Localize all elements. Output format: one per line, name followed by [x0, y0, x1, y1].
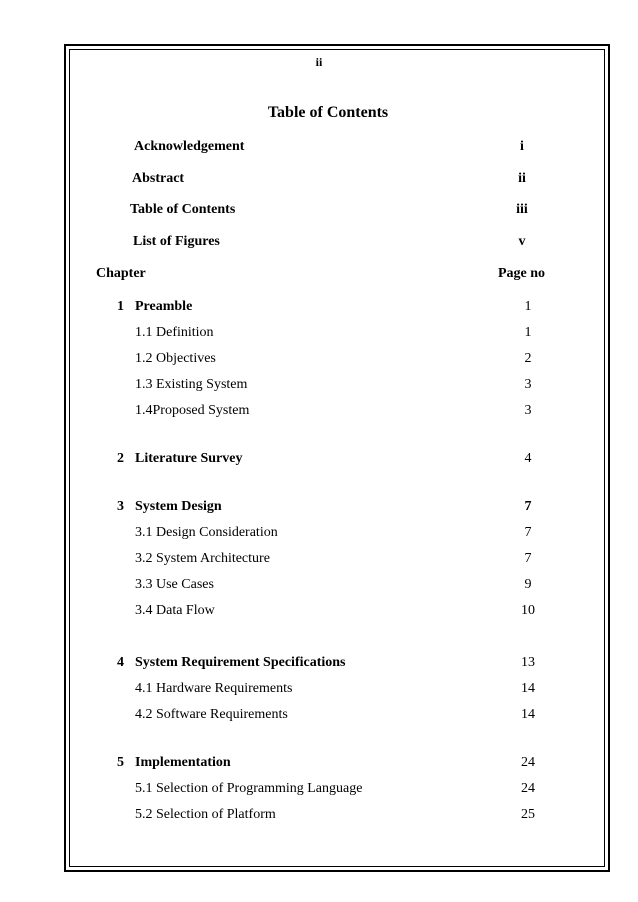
section-page: 2	[524, 351, 532, 366]
page-title: Table of Contents	[267, 104, 389, 121]
chapter-number: 3	[117, 499, 124, 514]
section-entry: 1.2 Objectives	[135, 351, 216, 366]
chapter-title: System Requirement Specifications	[135, 655, 346, 670]
column-header-chapter: Chapter	[96, 266, 146, 281]
section-entry: 5.1 Selection of Programming Language	[135, 781, 363, 796]
toc-page-table-of-contents: iii	[516, 202, 528, 217]
section-page: 25	[521, 807, 535, 822]
toc-page-list-of-figures: v	[518, 234, 526, 249]
section-page: 7	[524, 525, 532, 540]
chapter-page: 7	[524, 499, 532, 514]
section-entry: 3.4 Data Flow	[135, 603, 215, 618]
section-entry: 1.4Proposed System	[135, 403, 250, 418]
section-page: 14	[521, 707, 535, 722]
toc-page-acknowledgement: i	[520, 139, 524, 154]
section-entry: 1.3 Existing System	[135, 377, 248, 392]
chapter-number: 5	[117, 755, 124, 770]
section-entry: 5.2 Selection of Platform	[135, 807, 276, 822]
section-entry: 3.1 Design Consideration	[135, 525, 278, 540]
chapter-title: Preamble	[135, 299, 193, 314]
section-entry: 4.2 Software Requirements	[135, 707, 288, 722]
toc-entry-table-of-contents: Table of Contents	[130, 202, 236, 217]
chapter-page: 4	[524, 451, 532, 466]
section-entry: 1.1 Definition	[135, 325, 214, 340]
section-entry: 4.1 Hardware Requirements	[135, 681, 293, 696]
section-page: 14	[521, 681, 535, 696]
section-entry: 3.3 Use Cases	[135, 577, 214, 592]
section-entry: 3.2 System Architecture	[135, 551, 270, 566]
toc-page-abstract: ii	[518, 171, 526, 186]
chapter-number: 1	[117, 299, 124, 314]
chapter-title: Literature Survey	[135, 451, 243, 466]
section-page: 10	[521, 603, 535, 618]
toc-entry-list-of-figures: List of Figures	[133, 234, 220, 249]
chapter-number: 2	[117, 451, 124, 466]
section-page: 9	[524, 577, 532, 592]
section-page: 3	[524, 403, 532, 418]
section-page: 1	[524, 325, 532, 340]
page-number: ii	[315, 55, 323, 69]
toc-entry-abstract: Abstract	[132, 171, 185, 186]
column-header-page: Page no	[498, 266, 546, 281]
chapter-title: Implementation	[135, 755, 231, 770]
chapter-page: 13	[521, 655, 535, 670]
chapter-page: 1	[524, 299, 532, 314]
chapter-title: System Design	[135, 499, 222, 514]
chapter-page: 24	[521, 755, 535, 770]
section-page: 24	[521, 781, 535, 796]
toc-entry-acknowledgement: Acknowledgement	[134, 139, 245, 154]
section-page: 7	[524, 551, 532, 566]
section-page: 3	[524, 377, 532, 392]
chapter-number: 4	[117, 655, 124, 670]
